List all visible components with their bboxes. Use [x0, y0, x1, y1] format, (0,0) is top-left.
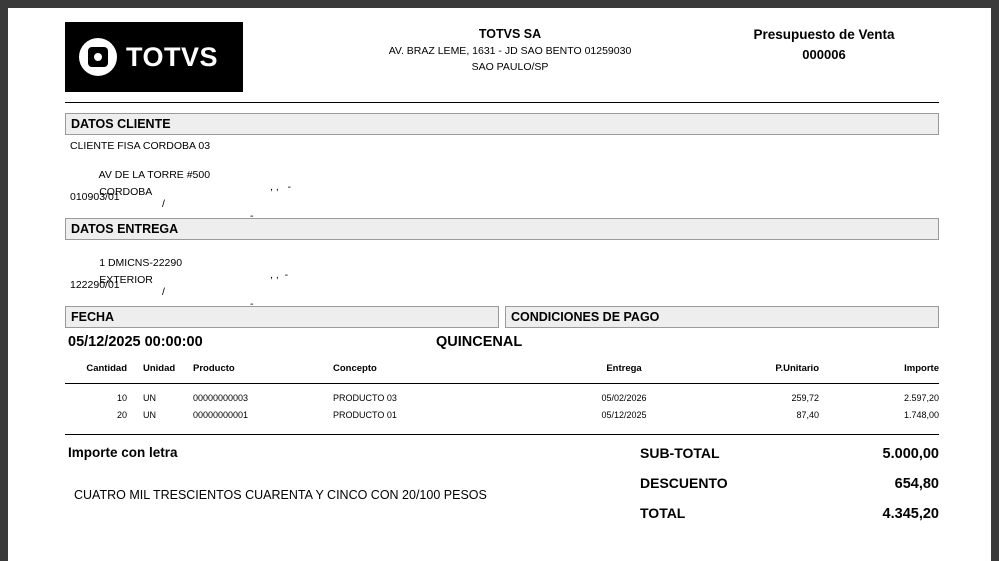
- payment-value: QUINCENAL: [436, 334, 523, 350]
- delivery-postal: 122290/01: [70, 279, 120, 291]
- cell-quantity: 20: [116, 410, 127, 420]
- logo-text: TOTVS: [126, 41, 219, 72]
- company-logo: [65, 22, 243, 92]
- column-product: Producto: [193, 363, 333, 384]
- column-concept: Concepto: [333, 363, 559, 384]
- table-row: [65, 384, 939, 406]
- amount-in-words-value: CUATRO MIL TRESCIENTOS CUARENTA Y CINCO CON 20/100 PESOS: [74, 488, 487, 502]
- items-header-row: [65, 363, 939, 384]
- totvs-logo-icon: [79, 38, 117, 76]
- customer-city-extra: -: [250, 210, 254, 222]
- column-unit-price: P.Unitario: [689, 363, 819, 384]
- cell-unit-price: 87,40: [796, 410, 819, 420]
- items-table: [65, 363, 939, 422]
- document-number: 000006: [802, 47, 846, 62]
- column-quantity: Cantidad: [65, 363, 133, 384]
- delivery-section-header: DATOS ENTREGA: [65, 218, 939, 240]
- cell-amount: 1.748,00: [903, 410, 939, 420]
- document-body: [65, 14, 939, 535]
- amount-in-words: [65, 445, 640, 535]
- date-payment-values: [65, 328, 939, 350]
- cell-product: 00000000003: [193, 393, 249, 403]
- cell-delivery: 05/02/2026: [601, 393, 647, 403]
- total-row-subtotal: [640, 445, 939, 462]
- cell-unit: UN: [143, 410, 156, 420]
- total-label: TOTAL: [640, 505, 686, 521]
- column-unit: Unidad: [133, 363, 193, 384]
- company-info: [295, 27, 725, 77]
- cell-quantity: 10: [116, 393, 127, 403]
- customer-postal: 010903/01: [70, 191, 120, 203]
- subtotal-label: SUB-TOTAL: [640, 445, 720, 461]
- column-amount: Importe: [819, 363, 939, 384]
- customer-name: CLIENTE FISA CORDOBA 03: [70, 140, 211, 152]
- cell-unit: UN: [143, 393, 156, 403]
- amount-in-words-label: Importe con letra: [68, 445, 178, 460]
- date-value: 05/12/2025 00:00:00: [68, 334, 203, 350]
- total-row-total: [640, 505, 939, 522]
- cell-unit-price: 259,72: [791, 393, 819, 403]
- page-title: Presupuesto de Venta: [753, 27, 895, 42]
- customer-street: AV DE LA TORRE #500: [98, 169, 211, 181]
- document-header: [65, 14, 939, 100]
- cell-product: 00000000001: [193, 410, 249, 420]
- delivery-city-extra: -: [250, 298, 254, 310]
- company-city: SAO PAULO/SP: [471, 61, 549, 73]
- payment-section-header: CONDICIONES DE PAGO: [505, 306, 939, 328]
- company-name: TOTVS SA: [478, 27, 542, 41]
- total-row-discount: [640, 475, 939, 492]
- company-address: AV. BRAZ LEME, 1631 - JD SAO BENTO 01259030: [388, 45, 632, 57]
- table-row: [65, 405, 939, 422]
- cell-amount: 2.597,20: [903, 393, 939, 403]
- delivery-city: EXTERIOR: [99, 274, 153, 286]
- document-identity: [709, 27, 939, 62]
- discount-value: 654,80: [894, 476, 939, 492]
- total-value: 4.345,20: [882, 506, 939, 522]
- items-footer-divider: [65, 434, 939, 435]
- cell-concept: PRODUCTO 01: [333, 410, 397, 420]
- document-footer: [65, 445, 939, 535]
- discount-label: DESCUENTO: [640, 475, 728, 491]
- column-delivery: Entrega: [559, 363, 689, 384]
- customer-street-extra: , , -: [270, 181, 291, 193]
- delivery-name-extra: , , -: [270, 269, 289, 281]
- customer-city-separator: /: [162, 198, 165, 210]
- totals-panel: [640, 445, 939, 535]
- cell-concept: PRODUCTO 03: [333, 393, 397, 403]
- date-payment-headers: [65, 306, 939, 328]
- cell-delivery: 05/12/2025: [601, 410, 647, 420]
- date-section-header: FECHA: [65, 306, 499, 328]
- delivery-details: [65, 240, 939, 310]
- customer-details: [65, 135, 939, 222]
- delivery-name: 1 DMICNS-22290: [99, 257, 183, 269]
- delivery-city-separator: /: [162, 286, 165, 298]
- subtotal-value: 5.000,00: [882, 446, 939, 462]
- customer-city: CORDOBA: [99, 186, 153, 198]
- document-sheet: [8, 8, 991, 561]
- header-divider: [65, 102, 939, 103]
- customer-section-header: DATOS CLIENTE: [65, 113, 939, 135]
